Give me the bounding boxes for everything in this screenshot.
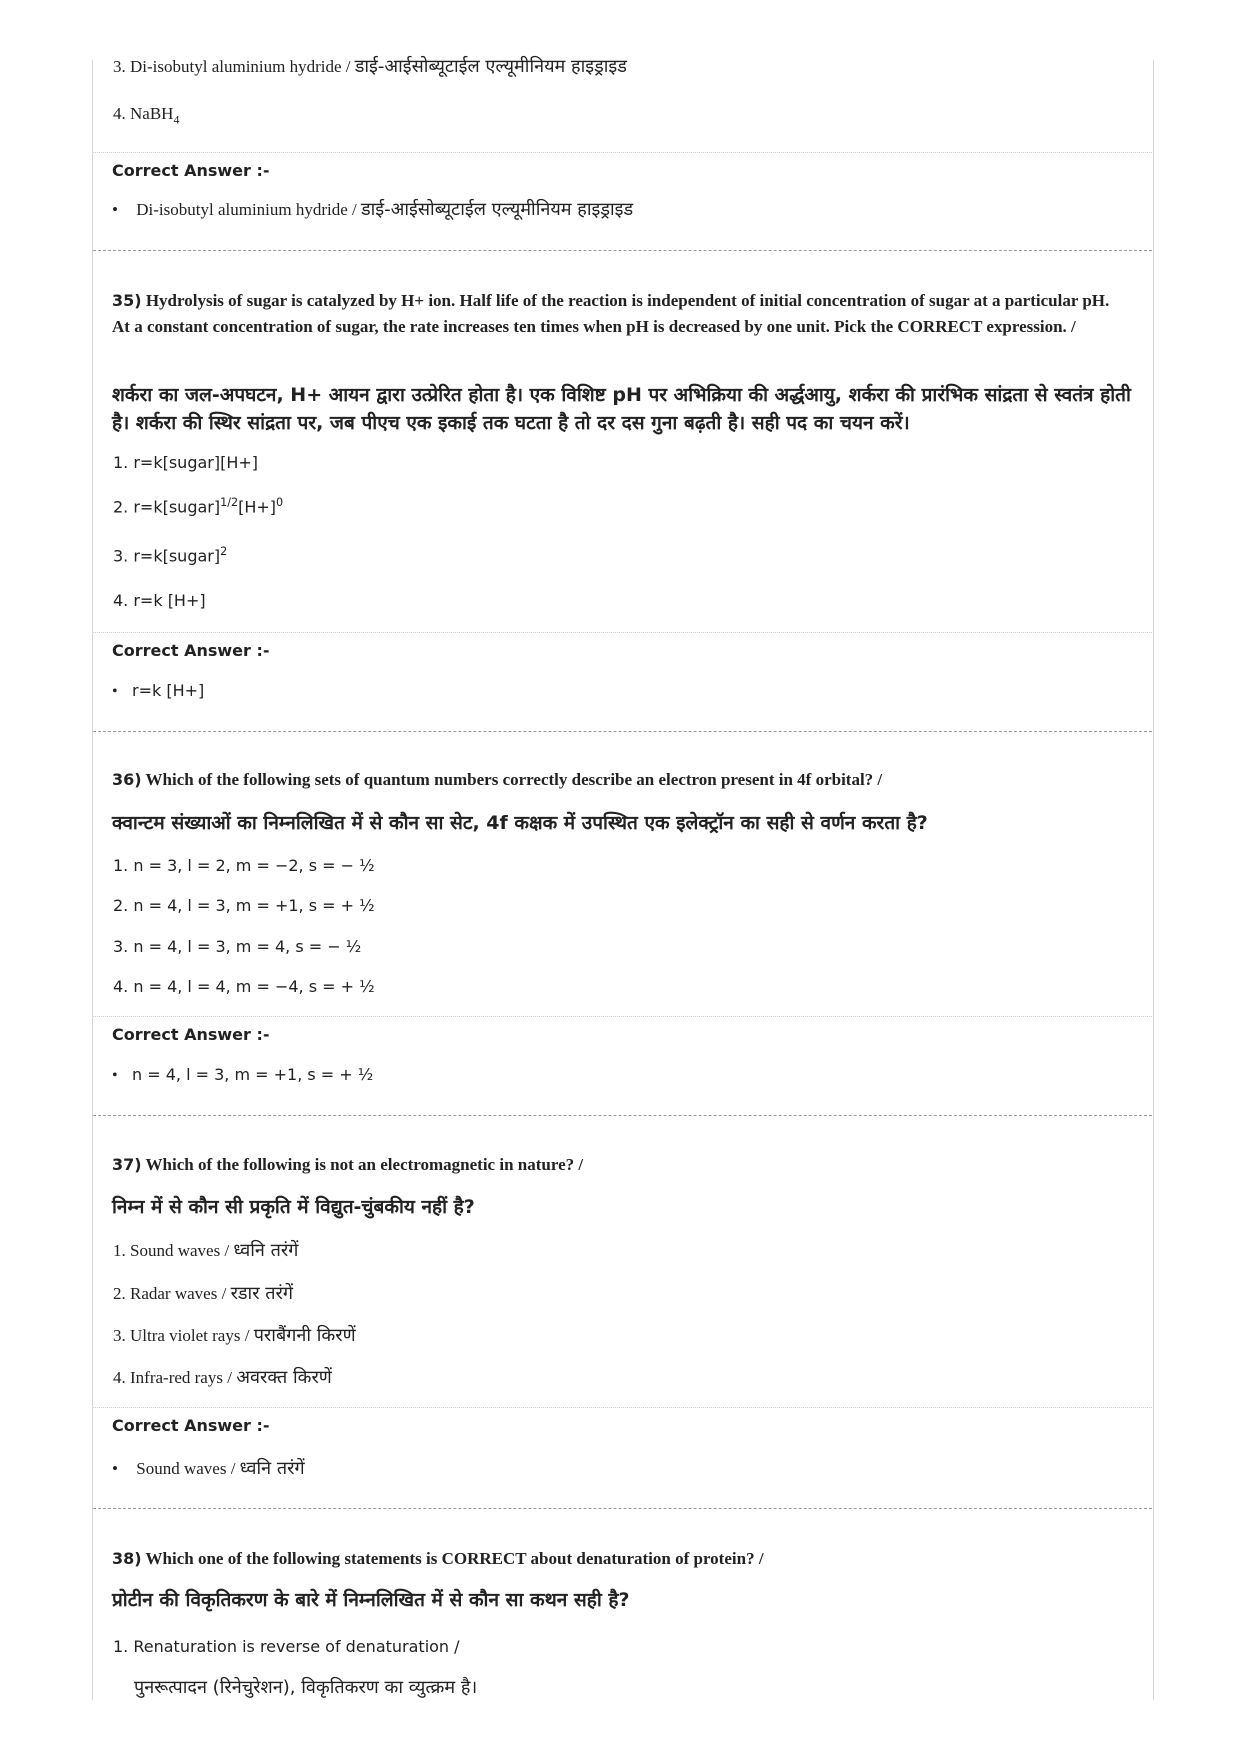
- divider: [93, 632, 1152, 633]
- divider: [93, 152, 1152, 153]
- correct-answer: • Di-isobutyl aluminium hydride / डाई-आईसोब्यूटाईल एल्यूमीनियम हाइड्राइड: [112, 197, 633, 221]
- divider: [93, 1016, 1152, 1017]
- option-3: 3. Di-isobutyl aluminium hydride / डाई-आईसोब्यूटाईल एल्यूमीनियम हाइड्राइड: [113, 56, 627, 77]
- correct-answer: • r=k [H+]: [112, 681, 204, 701]
- option-1: 1. n = 3, l = 2, m = −2, s = − ½: [113, 856, 375, 875]
- question-35-hindi: शर्करा का जल-अपघटन, H+ आयन द्वारा उत्प्रेरित होता है। एक विशिष्ट pH पर अभिक्रिया की अर्द्धआयु, शर्करा की प्रारंभिक सांद्रता से स्वतंत्र होती है। शर्करा की स्थिर सांद्रता पर, जब पीएच एक इकाई तक घटता है तो दर दस गुना बढ़ती है। सही पद का चयन करें।: [112, 384, 1131, 434]
- option-4: 4. r=k [H+]: [113, 591, 206, 610]
- correct-answer-label: Correct Answer :-: [112, 1416, 270, 1435]
- option-3: 3. n = 4, l = 3, m = 4, s = − ½: [113, 937, 362, 956]
- option-3: 3. Ultra violet rays / पराबैंगनी किरणें: [113, 1325, 356, 1346]
- correct-answer-label: Correct Answer :-: [112, 1025, 270, 1044]
- option-4: 4. Infra-red rays / अवरक्त किरणें: [113, 1367, 332, 1388]
- correct-answer-label: Correct Answer :-: [112, 161, 270, 180]
- correct-answer: • n = 4, l = 3, m = +1, s = + ½: [112, 1065, 373, 1085]
- option-4: 4. NaBH$_4$: [113, 104, 180, 127]
- option-2: 2. Radar waves / रडार तरंगें: [113, 1283, 294, 1304]
- question-36-english: 36) Which of the following sets of quantum numbers correctly describe an electron present in 4f orbital? /: [112, 770, 883, 789]
- option-1: 1. r=k[sugar][H+]: [113, 453, 259, 472]
- option-1: 1. Renaturation is reverse of denaturation /: [113, 1637, 460, 1656]
- question-38-english: 38) Which one of the following statements is CORRECT about denaturation of protein? /: [112, 1549, 764, 1568]
- option-2: 2. n = 4, l = 3, m = +1, s = + ½: [113, 896, 375, 915]
- correct-answer-label: Correct Answer :-: [112, 641, 270, 660]
- question-37-english: 37) Which of the following is not an electromagnetic in nature? /: [112, 1155, 584, 1174]
- question-37-hindi: निम्न में से कौन सी प्रकृति में विद्युत-चुंबकीय नहीं है?: [112, 1196, 475, 1218]
- question-separator: [93, 731, 1152, 732]
- question-separator: [93, 1115, 1152, 1116]
- correct-answer: • Sound waves / ध्वनि तरंगें: [112, 1456, 305, 1480]
- option-2: 2. $r=k[sugar]^{1/2}[H+]^0$: [113, 496, 284, 517]
- question-35-english: 35) Hydrolysis of sugar is catalyzed by H+ ion. Half life of the reaction is independent of initial concentration of sugar at a particular pH. At a constant concentration of sugar, the rate increases ten times when pH is decreased by one unit. Pick the CORRECT expression. /: [112, 291, 1110, 336]
- divider: [93, 1407, 1152, 1408]
- option-3: 3. r=k[sugar]$^2$: [113, 545, 228, 566]
- option-4: 4. n = 4, l = 4, m = −4, s = + ½: [113, 977, 375, 996]
- question-separator: [93, 250, 1152, 251]
- option-1-hindi: पुनरूत्पादन (रिनेचुरेशन), विकृतिकरण का व्युत्क्रम है।: [134, 1677, 478, 1698]
- question-36-hindi: क्वान्टम संख्याओं का निम्नलिखित में से कौन सा सेट, 4f कक्षक में उपस्थित एक इलेक्ट्रॉन का सही से वर्णन करता है?: [112, 812, 928, 834]
- option-1: 1. Sound waves / ध्वनि तरंगें: [113, 1240, 299, 1261]
- question-separator: [93, 1508, 1152, 1509]
- question-38-hindi: प्रोटीन की विकृतिकरण के बारे में निम्नलिखित में से कौन सा कथन सही है?: [112, 1589, 630, 1611]
